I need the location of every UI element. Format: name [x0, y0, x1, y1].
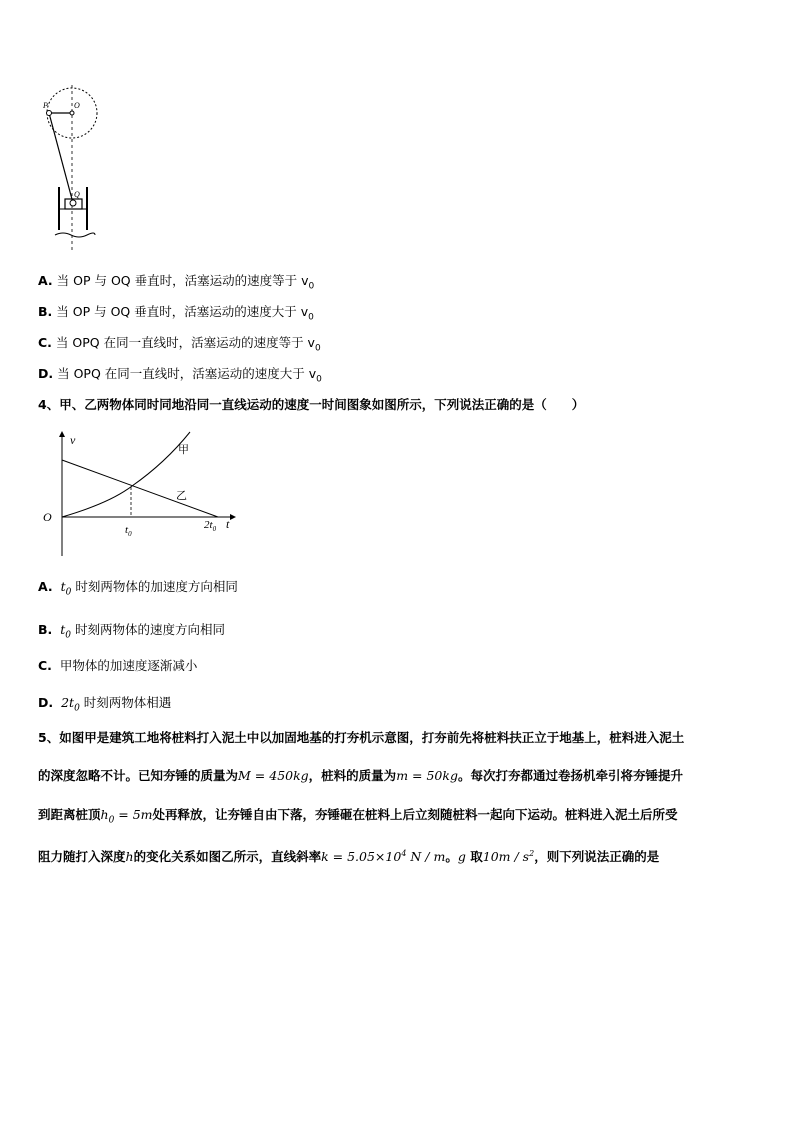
q4-option-c: C. 甲物体的加速度逐渐减小 — [38, 658, 198, 673]
q3-option-a: A. 当 OP 与 OQ 垂直时，活塞运动的速度等于 $v_0$ — [38, 273, 315, 292]
q5-line-4: 阻力随打入深度h的变化关系如图乙所示，直线斜率$k = 5.05\times 10^4$ N / m。g 取$10m / s^2$，则下列说法正确的是 — [38, 848, 660, 864]
label-q: Q — [74, 190, 80, 199]
origin-label: O — [43, 510, 52, 524]
curve-jia-label: 甲 — [178, 443, 189, 456]
q4-option-a: A. $t_0$ 时刻两物体的加速度方向相同 — [38, 579, 238, 598]
q5-line-1: 5、如图甲是建筑工地将桩料打入泥土中以加固地基的打夯机示意图，打夯前先将桩料扶正立于地基上，桩料进入泥土 — [38, 730, 685, 745]
q4-stem: 4、甲、乙两物体同时同地沿同一直线运动的速度一时间图象如图所示，下列说法正确的是（ ） — [38, 397, 585, 412]
q5-line-2: 的深度忽略不计。已知夯锤的质量为M = 450kg，桩料的质量为m = 50kg。每次打夯都通过卷扬机牵引将夯锤提升 — [38, 768, 683, 783]
line-yi — [62, 460, 218, 517]
label-p: P — [43, 101, 48, 110]
q4-option-d: D. $2t_0$ 时刻两物体相遇 — [38, 695, 172, 714]
q4-option-b: B. $t_0$ 时刻两物体的速度方向相同 — [38, 622, 225, 641]
crank-piston-figure — [35, 85, 105, 250]
label-o: O — [74, 101, 80, 110]
q3-option-c: C. 当 OPQ 在同一直线时，活塞运动的速度等于 $v_0$ — [38, 335, 321, 354]
curve-jia — [62, 432, 190, 517]
vt-graph — [40, 428, 250, 558]
line-yi-label: 乙 — [176, 489, 187, 502]
q3-option-b: B. 当 OP 与 OQ 垂直时，活塞运动的速度大于 $v_0$ — [38, 304, 314, 323]
q3-option-d: D. 当 OPQ 在同一直线时，活塞运动的速度大于 $v_0$ — [38, 366, 322, 385]
connecting-rod-pq — [49, 113, 73, 203]
q5-line-3: 到距离桩顶$h_0 = 5m$处再释放，让夯锤自由下落，夯锤砸在桩料上后立刻随桩料一起向下运动。桩料进入泥土后所受 — [38, 807, 678, 826]
axis-v-label: v — [70, 433, 76, 447]
tick-2t0-label: $2t_0$ — [204, 519, 217, 533]
axis-t-label: t — [226, 517, 230, 531]
tick-t0-label: $t_0$ — [125, 524, 132, 538]
